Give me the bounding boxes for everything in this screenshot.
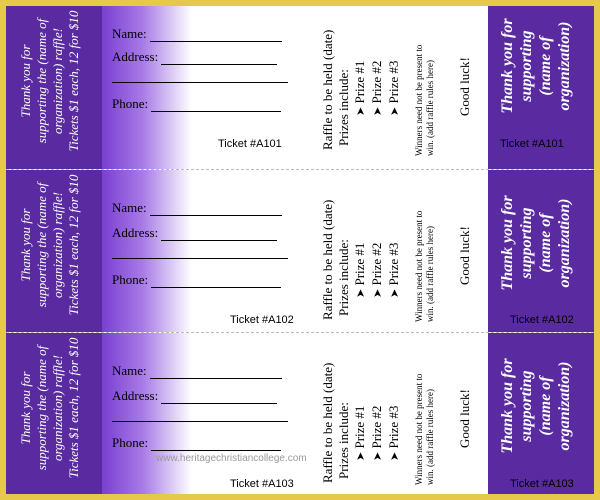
arrow-icon: ➤ (355, 106, 367, 116)
left-stub (6, 170, 102, 332)
raffle-info (312, 6, 490, 169)
rules-line: Winners need not be present to (414, 373, 424, 485)
raffle-title (320, 343, 352, 483)
address-label: Address: (112, 225, 159, 240)
address-field[interactable] (112, 225, 277, 241)
raffle-rules (414, 177, 436, 322)
prize-item: ➤ Prize #2 (369, 405, 384, 461)
ticket-number: Ticket #A101 (500, 138, 564, 150)
address-field[interactable] (112, 388, 277, 404)
name-label: Name: (112, 363, 147, 378)
arrow-icon: ➤ (355, 451, 367, 461)
prize-item: ➤ Prize #2 (369, 60, 384, 116)
prize-list (352, 16, 403, 116)
right-stub-text (498, 351, 574, 461)
raffle-ticket-sheet (6, 6, 594, 494)
stub-text-line: Thank you for (499, 18, 516, 114)
arrow-icon: ➤ (372, 106, 384, 116)
phone-line[interactable] (151, 439, 281, 451)
prize-item: ➤ Prize #1 (352, 405, 367, 461)
arrow-icon: ➤ (389, 451, 401, 461)
stub-text-line: organization) (556, 21, 573, 111)
name-line[interactable] (150, 204, 282, 216)
rules-line: win. (add raffle rules here) (425, 225, 435, 322)
raffle-date: Raffle to be held (date) (320, 362, 335, 483)
raffle-rules (414, 11, 436, 156)
right-stub-text (498, 188, 574, 298)
arrow-icon: ➤ (372, 288, 384, 298)
ticket-number: Ticket #A102 (510, 314, 574, 326)
right-stub (488, 6, 594, 169)
rules-line: Winners need not be present to (414, 210, 424, 322)
prize-item: ➤ Prize #1 (352, 60, 367, 116)
address-line-2[interactable] (112, 258, 288, 259)
address-line-2[interactable] (112, 82, 288, 83)
phone-label: Phone: (112, 96, 149, 111)
stub-text-line: Thank you for (499, 195, 516, 291)
stub-text-line: supporting (518, 207, 535, 279)
address-label: Address: (112, 49, 159, 64)
rules-line: win. (add raffle rules here) (425, 59, 435, 156)
name-field[interactable] (112, 26, 282, 42)
phone-field[interactable] (112, 96, 281, 112)
raffle-date: Raffle to be held (date) (320, 29, 335, 150)
prize-item: ➤ Prize #2 (369, 242, 384, 298)
stub-text-line: organization) raffle! (50, 191, 65, 299)
stub-text-line: organization) (556, 361, 573, 451)
stub-text-line: supporting the (name of (34, 345, 49, 471)
stub-text-line: Thank you for (18, 208, 33, 282)
gradient-band (102, 170, 192, 332)
prize-item: ➤ Prize #3 (386, 242, 401, 298)
prize-item: ➤ Prize #3 (386, 60, 401, 116)
address-label: Address: (112, 388, 159, 403)
right-stub-text (498, 11, 574, 121)
stub-text-line: organization) raffle! (50, 27, 65, 135)
stub-text-line: supporting the (name of (34, 182, 49, 308)
ticket-number: Ticket #A102 (230, 314, 294, 326)
stub-text-line: supporting (518, 30, 535, 102)
phone-line[interactable] (151, 100, 281, 112)
name-line[interactable] (150, 30, 282, 42)
stub-text-line: organization) (556, 198, 573, 288)
prize-list (352, 198, 403, 298)
raffle-info (312, 333, 490, 494)
phone-label: Phone: (112, 272, 149, 287)
name-label: Name: (112, 200, 147, 215)
name-field[interactable] (112, 200, 282, 216)
stub-text-line: Thank you for (18, 371, 33, 445)
right-stub (488, 333, 594, 494)
prize-list (352, 361, 403, 461)
ticket-number: Ticket #A101 (218, 138, 282, 150)
address-line-2[interactable] (112, 421, 288, 422)
left-stub-text (18, 6, 82, 156)
phone-field[interactable] (112, 435, 281, 451)
raffle-date: Raffle to be held (date) (320, 199, 335, 320)
left-stub (6, 6, 102, 169)
phone-label: Phone: (112, 435, 149, 450)
prize-item: ➤ Prize #3 (386, 405, 401, 461)
stub-text-line: Thank you for (499, 358, 516, 454)
prizes-label: Prizes include: (336, 69, 351, 146)
left-stub-text (18, 333, 82, 483)
phone-line[interactable] (151, 276, 281, 288)
arrow-icon: ➤ (355, 288, 367, 298)
rules-line: Winners need not be present to (414, 44, 424, 156)
prize-item: ➤ Prize #1 (352, 242, 367, 298)
stub-text-line: Tickets $1 each, 12 for $10 (66, 10, 81, 152)
address-field[interactable] (112, 49, 277, 65)
name-field[interactable] (112, 363, 282, 379)
stub-text-line: Tickets $1 each, 12 for $10 (66, 337, 81, 479)
arrow-icon: ➤ (389, 106, 401, 116)
raffle-ticket (6, 6, 594, 169)
good-luck-text: Good luck! (457, 57, 472, 116)
left-stub (6, 333, 102, 494)
good-luck-text: Good luck! (457, 226, 472, 285)
address-line[interactable] (161, 392, 277, 404)
stub-text-line: (name of (537, 213, 554, 273)
arrow-icon: ➤ (389, 288, 401, 298)
raffle-info (312, 170, 490, 332)
left-stub-text (18, 170, 82, 320)
ticket-number: Ticket #A103 (230, 478, 294, 490)
stub-text-line: organization) raffle! (50, 354, 65, 462)
arrow-icon: ➤ (372, 451, 384, 461)
name-label: Name: (112, 26, 147, 41)
gradient-band (102, 333, 192, 494)
stub-text-line: Tickets $1 each, 12 for $10 (66, 174, 81, 316)
name-line[interactable] (150, 367, 282, 379)
good-luck-text: Good luck! (457, 389, 472, 448)
stub-text-line: supporting (518, 370, 535, 442)
address-line[interactable] (161, 229, 277, 241)
rules-line: win. (add raffle rules here) (425, 388, 435, 485)
raffle-rules (414, 340, 436, 485)
raffle-ticket (6, 169, 594, 332)
watermark-text: www.heritagechristiancollege.com (156, 453, 307, 464)
raffle-title (320, 10, 352, 150)
prizes-label: Prizes include: (336, 239, 351, 316)
stub-text-line: (name of (537, 36, 554, 96)
stub-text-line: (name of (537, 376, 554, 436)
phone-field[interactable] (112, 272, 281, 288)
stub-text-line: supporting the (name of (34, 18, 49, 144)
address-line[interactable] (161, 53, 277, 65)
ticket-number: Ticket #A103 (510, 478, 574, 490)
stub-text-line: Thank you for (18, 44, 33, 118)
raffle-ticket (6, 332, 594, 494)
right-stub (488, 170, 594, 332)
raffle-title (320, 180, 352, 320)
prizes-label: Prizes include: (336, 402, 351, 479)
